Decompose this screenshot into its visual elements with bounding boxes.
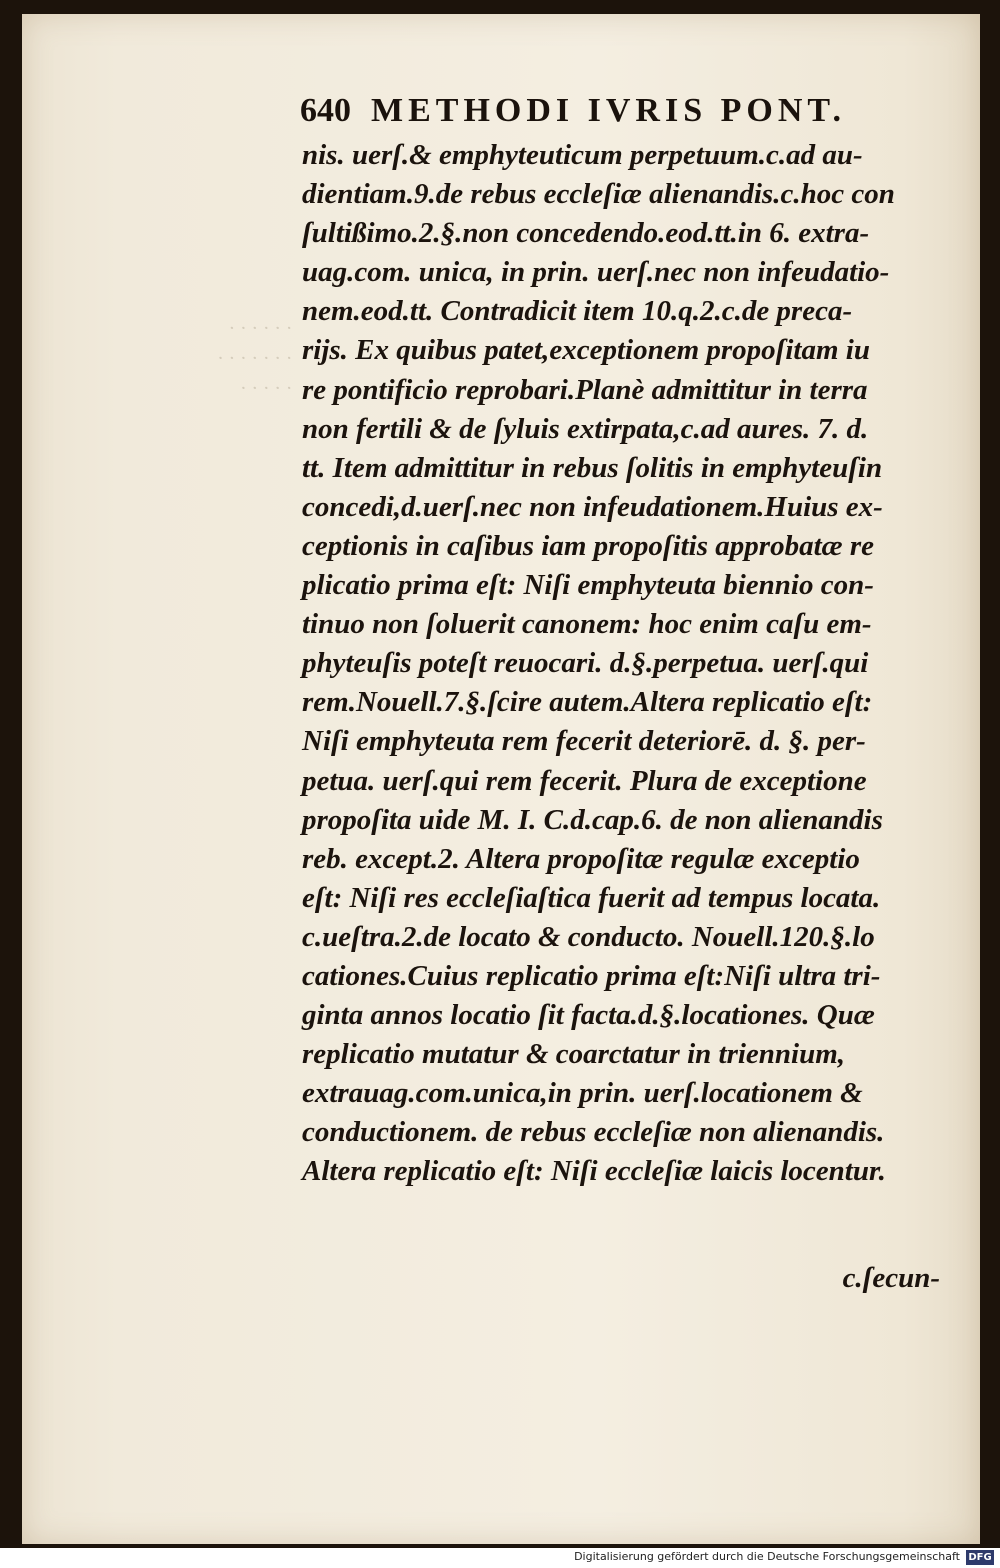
body-text	[302, 136, 944, 1192]
text-line: non fertili & de ſyluis extirpata,c.ad aures. 7. d.	[302, 412, 869, 445]
bleed-through-marginalia: · · · · · · · · · · · · · · · · · ·	[217, 318, 292, 399]
text-line: conductionem. de rebus eccleſiæ non alienandis.	[302, 1116, 885, 1149]
dfg-logo-icon: DFG	[966, 1550, 994, 1565]
text-line: petua. uerſ.qui rem fecerit. Plura de exceptione	[302, 764, 867, 797]
text-line: concedi,d.uerſ.nec non infeudationem.Huius ex-	[302, 490, 883, 523]
text-line: eſt: Niſi res eccleſiaſtica fuerit ad tempus locata.	[302, 881, 881, 914]
text-line: tinuo non ſoluerit canonem: hoc enim caſu em-	[302, 608, 872, 641]
text-line: Altera replicatio eſt: Niſi eccleſiæ laicis locentur.	[302, 1155, 886, 1188]
text-line: Niſi emphyteuta rem fecerit deteriorē. d. §. per-	[302, 725, 866, 758]
text-line: rijs. Ex quibus patet,exceptionem propoſitam iu	[302, 334, 870, 367]
text-line: re pontificio reprobari.Planè admittitur in terra	[302, 373, 868, 406]
text-line: ginta annos locatio ſit facta.d.§.locationes. Quæ	[302, 999, 875, 1032]
text-line: uag.com. unica, in prin. uerſ.nec non infeudatio-	[302, 256, 890, 289]
running-title: METHODI IVRIS PONT.	[371, 92, 847, 129]
text-line: replicatio mutatur & coarctatur in triennium,	[302, 1038, 846, 1071]
text-line: nis. uerſ.& emphyteuticum perpetuum.c.ad au-	[302, 139, 863, 171]
page-number: 640	[300, 92, 351, 129]
running-head	[300, 92, 900, 130]
text-line: nem.eod.tt. Contradicit item 10.q.2.c.de preca-	[302, 295, 853, 328]
text-line: plicatio prima eſt: Niſi emphyteuta biennio con-	[302, 569, 874, 602]
text-line: extrauag.com.unica,in prin. uerſ.locationem &	[302, 1077, 863, 1110]
catchword: c.ſecun-	[842, 1262, 940, 1294]
text-line: cationes.Cuius replicatio prima eſt:Niſi ultra tri-	[302, 959, 881, 992]
text-line: ſultißimo.2.§.non concedendo.eod.tt.in 6. extra-	[302, 217, 870, 250]
text-line: propoſita uide M. I. C.d.cap.6. de non alienandis	[302, 803, 883, 836]
text-line: c.ueſtra.2.de locato & conducto. Nouell.120.§.lo	[302, 920, 875, 953]
text-line: ceptionis in caſibus iam propoſitis approbatæ re	[302, 529, 874, 562]
text-line: reb. except.2. Altera propoſitæ regulæ exceptio	[302, 842, 860, 875]
text-line: phyteuſis poteſt reuocari. d.§.perpetua. uerſ.qui	[302, 647, 869, 680]
footer-bar	[0, 1548, 1000, 1568]
text-line: dientiam.9.de rebus eccleſiæ alienandis.c.hoc con	[302, 178, 895, 211]
text-line: rem.Nouell.7.§.ſcire autem.Altera replicatio eſt:	[302, 686, 873, 719]
funding-credit: Digitalisierung gefördert durch die Deutsche Forschungsgemeinschaft	[574, 1550, 960, 1563]
text-line: tt. Item admittitur in rebus ſolitis in emphyteuſin	[302, 451, 883, 484]
